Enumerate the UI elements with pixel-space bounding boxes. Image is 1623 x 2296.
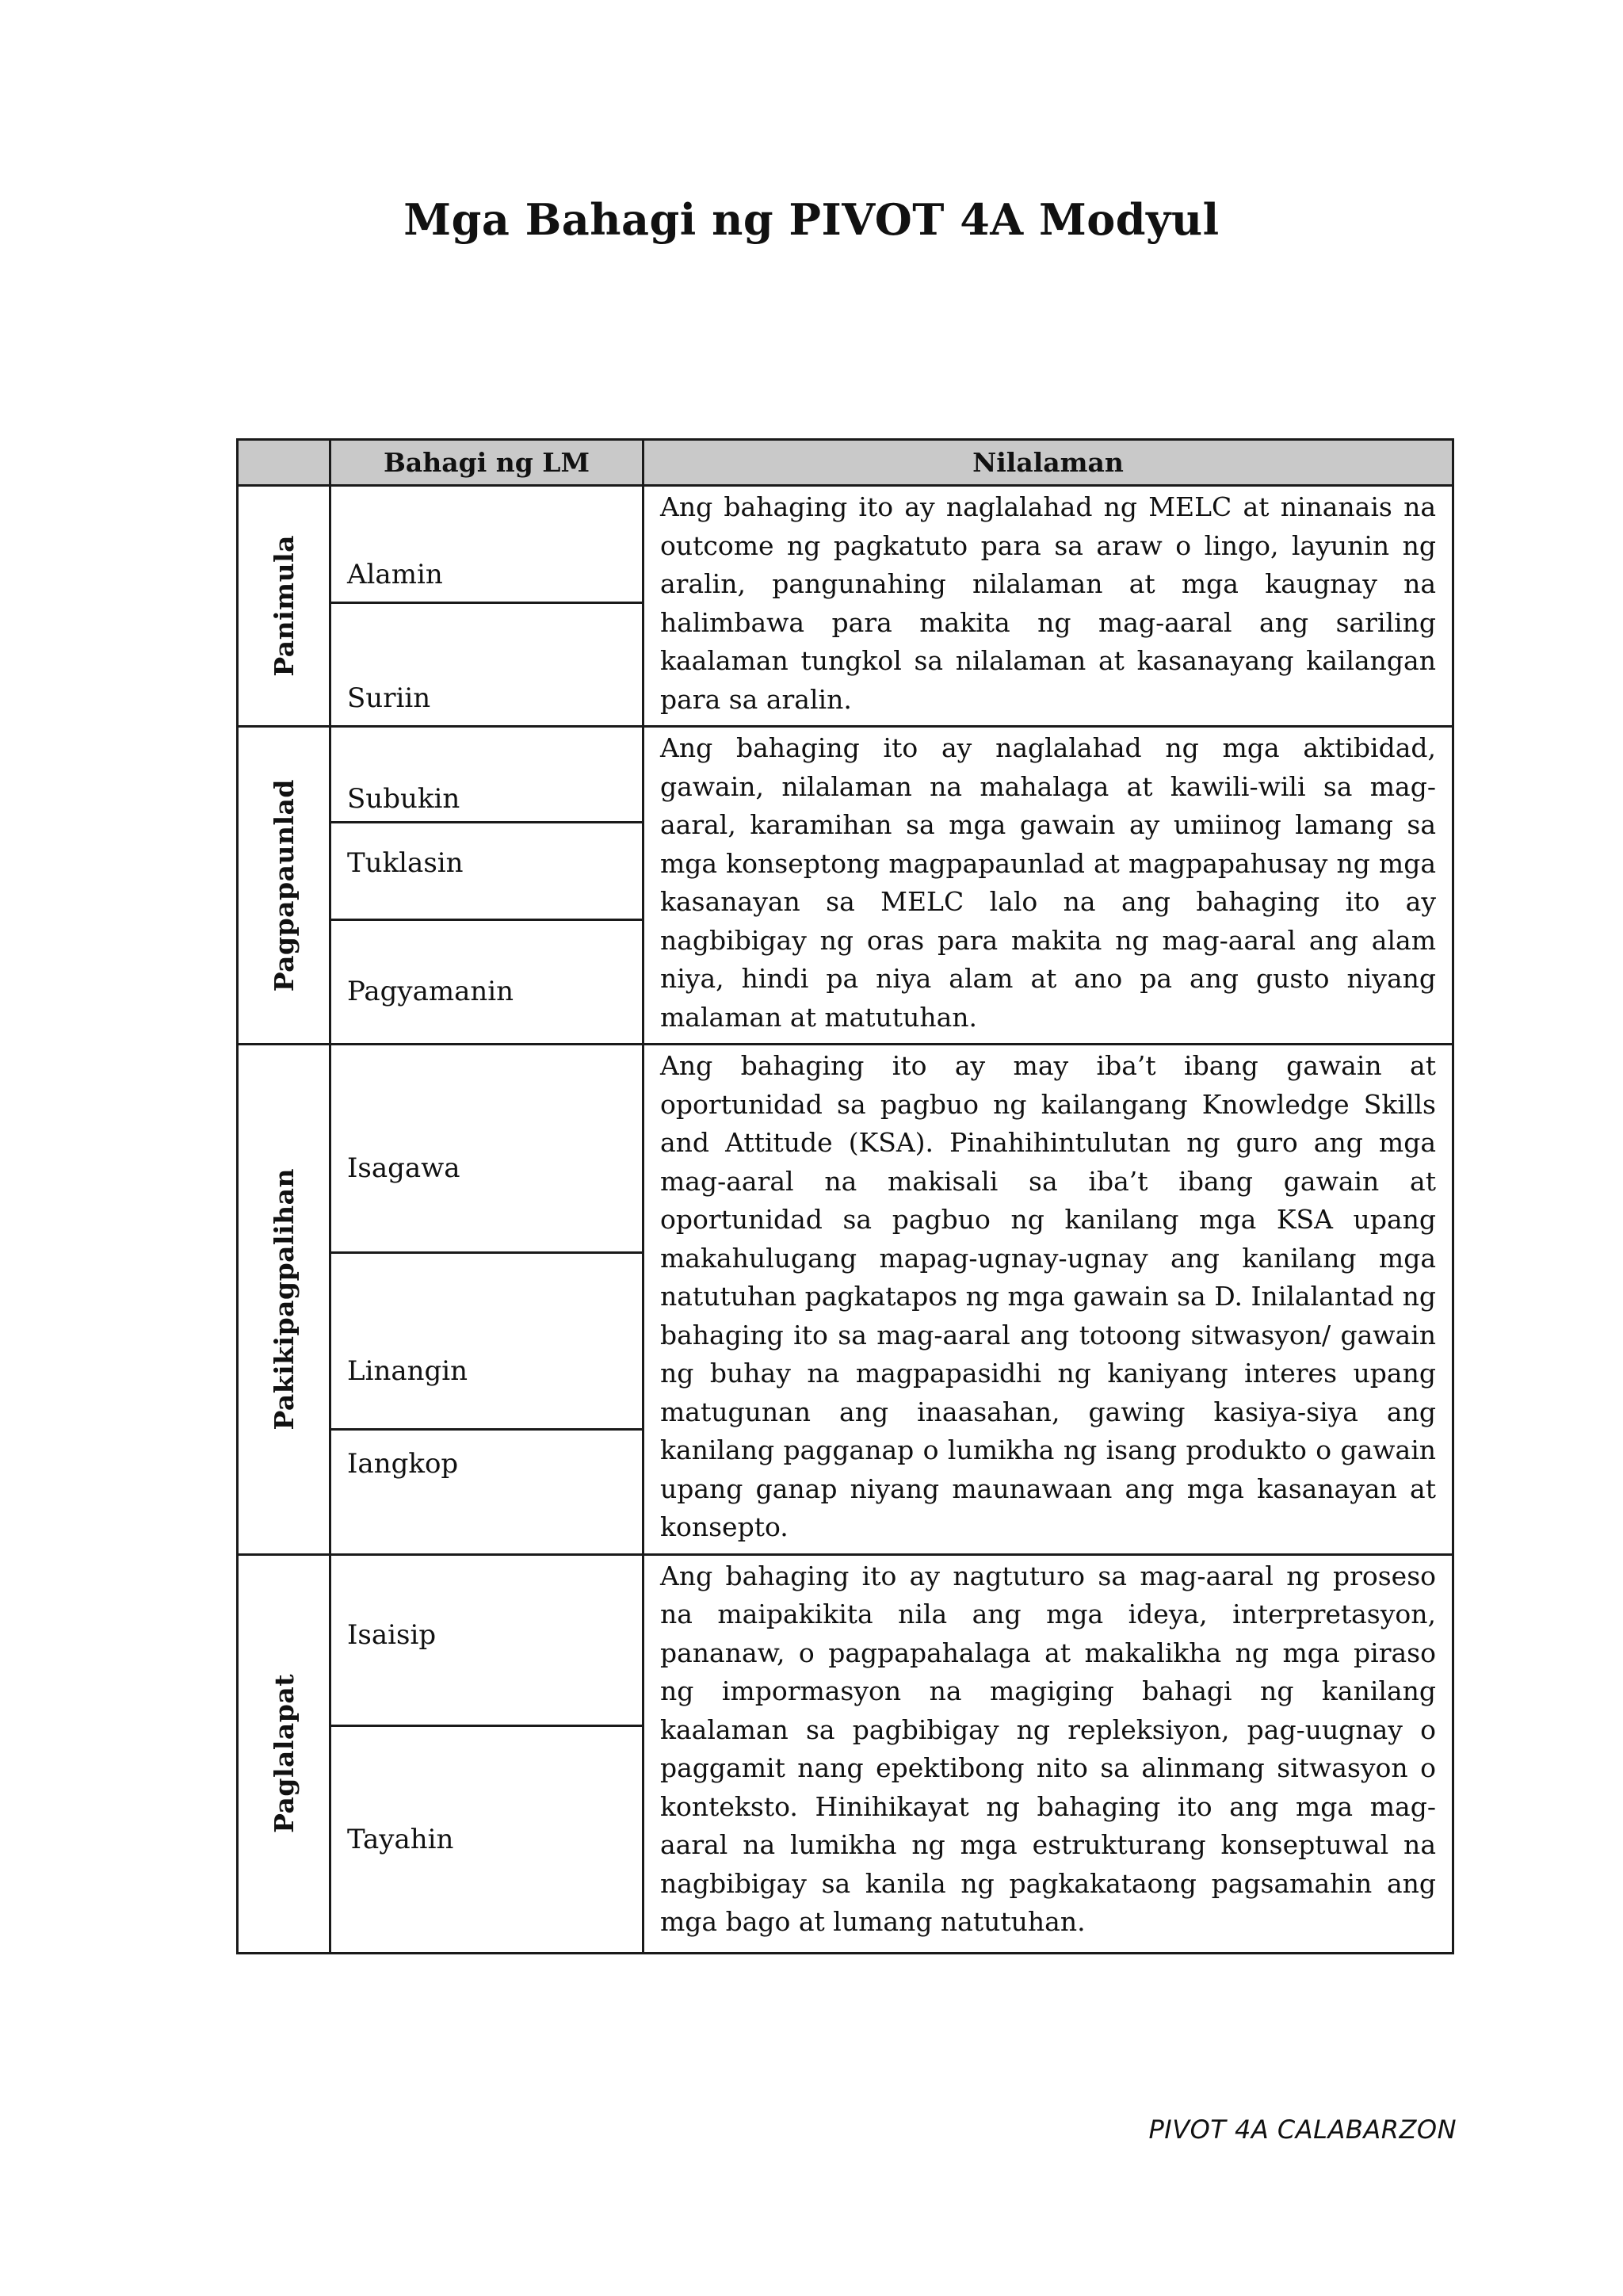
part-pagyamanin: Pagyamanin bbox=[330, 920, 643, 1045]
phase-panimula bbox=[238, 486, 330, 727]
part-isagawa: Isagawa bbox=[330, 1045, 643, 1253]
footer-label: PIVOT 4A CALABARZON bbox=[1148, 2115, 1457, 2145]
module-parts-table bbox=[236, 438, 1454, 1954]
page-title: Mga Bahagi ng PIVOT 4A Modyul bbox=[403, 194, 1220, 245]
phase-label: Pakikipagpalihan bbox=[268, 1167, 300, 1431]
part-tuklasin: Tuklasin bbox=[330, 823, 643, 920]
part-tayahin: Tayahin bbox=[330, 1725, 643, 1953]
table-row bbox=[238, 727, 1453, 823]
part-iangkop: Iangkop bbox=[330, 1429, 643, 1554]
header-content: Nilalaman bbox=[643, 440, 1453, 486]
table-header-row bbox=[238, 440, 1453, 486]
content-pakikipagpalihan: Ang bahaging ito ay may iba’t ibang gawain at oportunidad sa pagbuo ng kailangang Knowledge Skills and Attitude (KSA). Pinahihintulutan ng guro ang mga mag-aaral na makisali sa iba’t ibang gawain at oportunidad sa pagbuo ng kanilang mga KSA upang makahulugang mapag-ugnay-ugnay ang kanilang mga natutuhan pagkatapos ng mga gawain sa D. Inilalantad ng bahaging ito sa mag-aaral ang totoong sitwasyon/ gawain ng buhay na magpapasidhi ng kaniyang interes upang matugunan ang inaasahan, gawing kasiya-siya ang kanilang pagganap o lumikha ng isang produkto o gawain upang ganap niyang maunawaan ang mga kasanayan at konsepto. bbox=[643, 1045, 1453, 1555]
content-paglalapat: Ang bahaging ito ay nagtuturo sa mag-aaral ng proseso na maipakikita nila ang mga ideya, interpretasyon, pananaw, o pagpapahalaga at makalikha ng mga piraso ng impormasyon na magiging bahagi ng kanilang kaalaman sa pagbibigay ng repleksiyon, pag-uugnay o paggamit nang epektibong nito sa alinmang sitwasyon o konteksto. Hinihikayat ng bahaging ito ang mga mag-aaral na lumikha ng mga estrukturang konseptuwal na nagbibigay sa kanila ng pagkakataong pagsamahin ang mga bago at lumang natutuhan. bbox=[643, 1554, 1453, 1953]
content-pagpapaunlad: Ang bahaging ito ay naglalahad ng mga aktibidad, gawain, nilalaman na mahalaga at kawili-wili sa mag-aaral, karamihan sa mga gawain ay umiinog lamang sa mga konseptong magpapaunlad at magpapahusay ng mga kasanayan sa MELC lalo na ang bahaging ito ay nagbibigay ng oras para makita ng mag-aaral ang alam niya, hindi pa niya alam at ano pa ang gusto niyang malaman at matutuhan. bbox=[643, 727, 1453, 1045]
phase-label: Paglalapat bbox=[268, 1674, 300, 1833]
phase-label: Pagpapaunlad bbox=[268, 778, 300, 992]
table-row bbox=[238, 1554, 1453, 1725]
header-part: Bahagi ng LM bbox=[330, 440, 643, 486]
table-row bbox=[238, 1045, 1453, 1253]
part-linangin: Linangin bbox=[330, 1252, 643, 1429]
header-phase bbox=[238, 440, 330, 486]
phase-label: Panimula bbox=[268, 535, 300, 677]
part-isaisip: Isaisip bbox=[330, 1554, 643, 1725]
part-suriin: Suriin bbox=[330, 603, 643, 727]
table-row bbox=[238, 486, 1453, 603]
phase-pagpapaunlad bbox=[238, 727, 330, 1045]
content-panimula: Ang bahaging ito ay naglalahad ng MELC at ninanais na outcome ng pagkatuto para sa araw o lingo, layunin ng aralin, pangunahing nilalaman at mga kaugnay na halimbawa para makita ng mag-aaral ang sariling kaalaman tungkol sa nilalaman at kasanayang kailangan para sa aralin. bbox=[643, 486, 1453, 727]
phase-paglalapat bbox=[238, 1554, 330, 1953]
phase-pakikipagpalihan bbox=[238, 1045, 330, 1555]
part-subukin: Subukin bbox=[330, 727, 643, 823]
part-alamin: Alamin bbox=[330, 486, 643, 603]
